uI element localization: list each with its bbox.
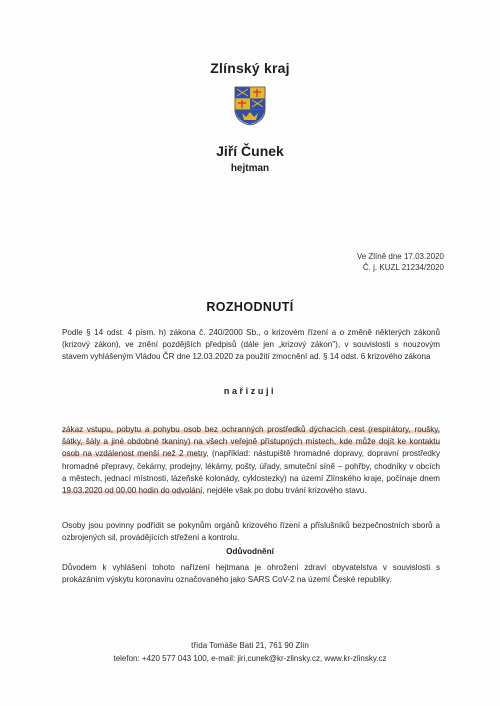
document-title: ROZHODNUTÍ — [206, 300, 294, 314]
reasoning-heading: Odůvodnění — [226, 547, 274, 556]
legal-basis-paragraph: Podle § 14 odst. 4 písm. h) zákona č. 240/2000 Sb., o krizovém řízení a o změně některých zákonů (krizový zákon), ve znění pozdějších předpisů (dále jen „krizový zákon"), v souvislosti s nouzovým stavem vyhlášeným Vládou ČR dne 12.03.2020 za použití zmocnění ad. § 14 odst. 6 krizového zákona — [62, 328, 440, 362]
obligation-paragraph: Osoby jsou povinny podřídit se pokynům orgánů krizového řízení a příslušníků bezpečnostních sborů a ozbrojených sil, provádějících střežení a kontrolu. — [62, 521, 440, 543]
reference-number: Č. j. KUZL 21234/2020 — [362, 263, 444, 272]
region-name: Zlínský kraj — [210, 60, 290, 76]
footer-address: třída Tomáše Bati 21, 761 90 Zlín — [191, 641, 309, 650]
orders-heading: nařizuji — [223, 386, 277, 396]
zlin-region-coat-of-arms-icon — [234, 86, 266, 126]
highlighted-prohibition: zákaz vstupu, pobytu a pohybu osob bez ochranných prostředků dýchacích cest (respirátory, roušky, šátky, šály a jiné obdobné tkaniny) na všech veřejně přístupných místech, kde může dojít ke kontaktu osob na vzdálenost menší než 2 metry — [62, 425, 440, 459]
decree-examples: , (například: nástupiště hromadné dopravy, dopravní prostředky hromadné přepravy, čekárny, prodejny, lékárny, pošty, úřady, smuteční síně – pohřby, chodníky v obcích a městech, jednací místnosti, lázeňské kolonády, cyklostezky) na území Zlínského kraje, počínaje dnem — [62, 449, 440, 483]
signatory-name: Jiří Čunek — [216, 143, 284, 159]
decree-paragraph — [62, 424, 440, 497]
document-date: Ve Zlíně dne 17.03.2020 — [356, 252, 444, 261]
highlighted-effective-date: 19.03.2020 od 00.00 hodin do odvolání — [62, 486, 203, 496]
reasoning-paragraph: Důvodem k vyhlášení tohoto nařízení hejtmana je ohrožení zdraví obyvatelstva v souvislosti s prokázáním výskytu koronaviru označovaného jako SARS CoV-2 na území České republiky. — [62, 563, 440, 585]
footer-contact: telefon: +420 577 043 100, e-mail: jiri.cunek@kr-zlinsky.cz, www.kr-zlinsky.cz — [113, 654, 387, 663]
signatory-role: hejtman — [230, 163, 270, 174]
decree-duration: , nejdéle však po dobu trvání krizového stavu. — [202, 486, 367, 496]
